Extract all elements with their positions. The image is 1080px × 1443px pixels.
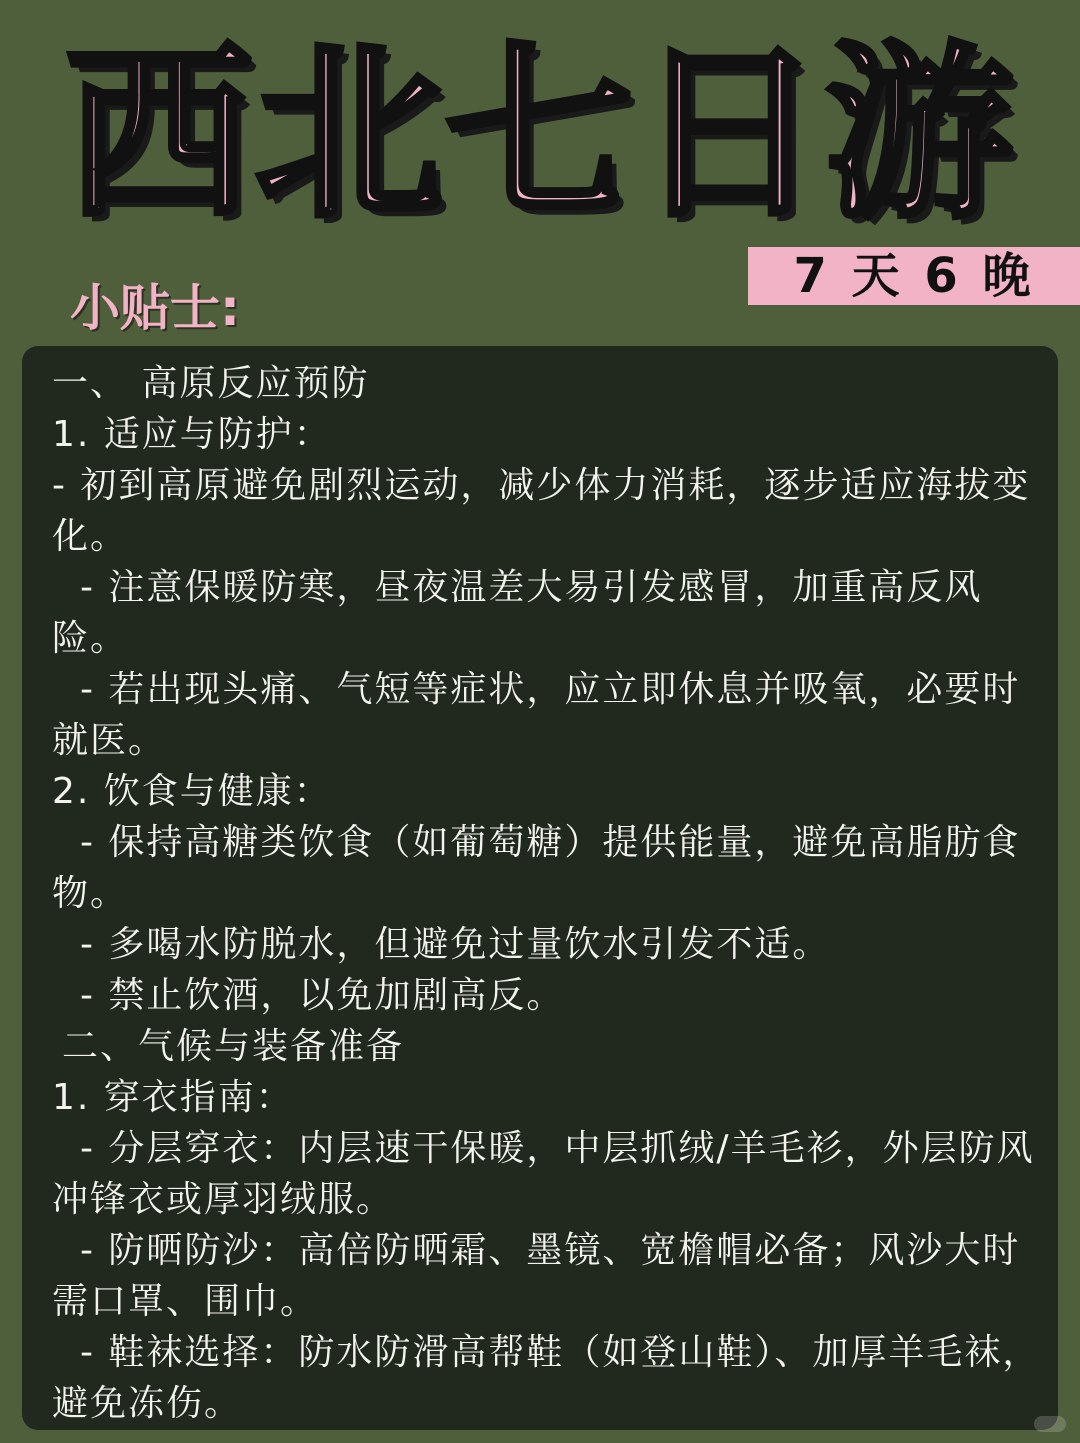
subheading-clothing: 1. 穿衣指南：	[52, 1077, 294, 1118]
list-item: - 禁止饮酒，以免加剧高反。	[80, 975, 565, 1016]
watermark-icon	[1034, 1416, 1066, 1432]
page-title: 西北七日游	[65, 25, 1015, 244]
list-item: - 多喝水防脱水，但避免过量饮水引发不适。	[80, 924, 831, 965]
list-item: - 防晒防沙：高倍防晒霜、墨镜、宽檐帽必备；风沙大时需口罩、围巾。	[52, 1230, 1021, 1322]
list-item: - 鞋袜选择：防水防滑高帮鞋（如登山鞋）、加厚羊毛袜，避免冻伤。	[52, 1332, 1041, 1424]
tips-content	[52, 358, 1052, 1429]
list-item: - 注意保暖防寒，昼夜温差大易引发感冒，加重高反风险。	[52, 567, 983, 659]
subheading-diet: 2. 饮食与健康：	[52, 771, 332, 812]
list-item: - 分层穿衣：内层速干保暖，中层抓绒/羊毛衫，外层防风冲锋衣或厚羽绒服。	[52, 1128, 1035, 1220]
list-item: - 若出现头痛、气短等症状，应立即休息并吸氧，必要时就医。	[52, 669, 1021, 761]
section-heading-climate: 二、气候与装备准备	[62, 1026, 405, 1067]
duration-badge: 7 天 6 晚	[748, 247, 1080, 305]
list-item: - 初到高原避免剧烈运动，减少体力消耗，逐步适应海拔变化。	[52, 465, 1031, 557]
section-heading-altitude: 一、 高原反应预防	[52, 363, 370, 404]
list-item: - 保持高糖类饮食（如葡萄糖）提供能量，避免高脂肪食物。	[52, 822, 1021, 914]
subheading-adaptation: 1. 适应与防护：	[52, 414, 332, 455]
tips-heading: 小贴士:	[70, 279, 240, 337]
